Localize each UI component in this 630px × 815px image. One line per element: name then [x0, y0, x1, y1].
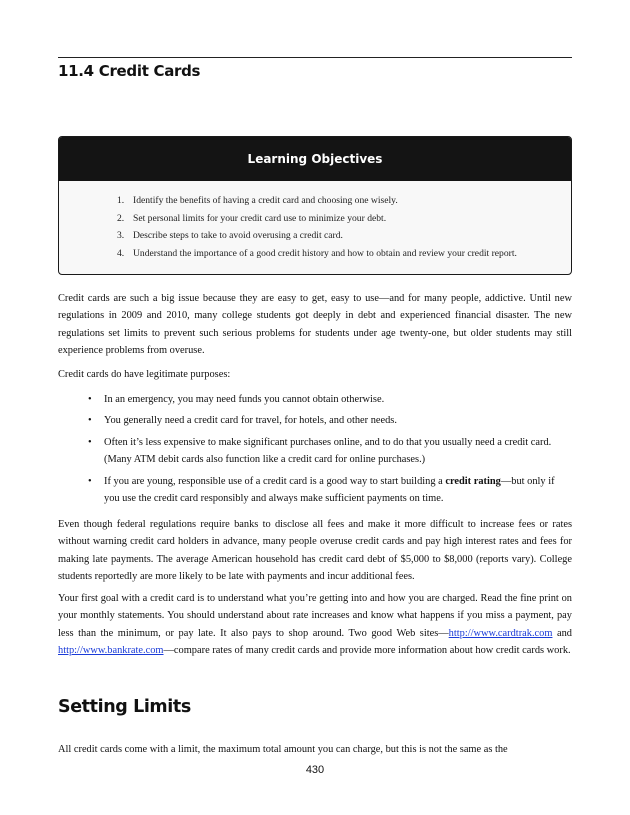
objective-number: 3. — [117, 230, 125, 241]
paragraph-text: —compare rates of many credit cards and provide more information about how credit cards work. — [163, 645, 571, 657]
objective-number: 4. — [117, 247, 125, 259]
paragraph-text: Your first goal with a credit card is to understand what you’re getting into and how you are charged. Read the fine print on your monthly statements. You should understand about rate increases and know what happens if you miss a payment, pay less than the minimum, or pay late. It also pays to shop around. Two good Web sites— — [58, 593, 572, 639]
purposes-bullet-list — [86, 391, 572, 511]
regulations-paragraph: Even though federal regulations require banks to disclose all fees and make it more difficult to increase fees or rates without warning credit card holders in advance, many people overuse credit cards and pay high interest rates and fees for making late payments. The average American household has credit card debt of $5,000 to $8,000 (reports vary). College students reportedly are more likely to be late with payments and incur additional fees. — [58, 519, 572, 583]
limits-paragraph: All credit cards come with a limit, the maximum total amount you can charge, but this is not the same as the — [58, 744, 508, 755]
learning-objectives-heading: Learning Objectives — [59, 137, 571, 181]
objective-item — [117, 192, 571, 210]
bankrate-link[interactable]: http://www.bankrate.com — [58, 645, 164, 657]
objectives-list — [59, 192, 571, 262]
first-goal-paragraph — [58, 590, 572, 660]
objective-text: Understand the importance of a good credit history and how to obtain and review your credit report. — [133, 247, 517, 259]
cardtrak-link[interactable]: http://www.cardtrak.com — [448, 627, 553, 639]
section-title: 11.4 Credit Cards — [58, 62, 201, 80]
learning-objectives-box — [58, 136, 572, 275]
objective-text: Describe steps to take to avoid overusing a credit card. — [133, 230, 343, 241]
bullet-item: • You generally need a credit card for travel, for hotels, and other needs. — [86, 412, 572, 429]
purposes-lead-paragraph: Credit cards do have legitimate purposes: — [58, 369, 231, 380]
page-number: 430 — [305, 764, 325, 776]
credit-rating-term: credit rating — [445, 475, 501, 487]
bullet-item: • Often it’s less expensive to make significant purchases online, and to do that you usually need a credit card. (Many ATM debit cards also function like a credit card for online purchases.) — [86, 434, 572, 469]
setting-limits-heading: Setting Limits — [58, 697, 191, 717]
objective-item — [117, 227, 571, 245]
header-rule — [58, 57, 572, 58]
bullet-text: —but only if you use the credit card responsibly and always make sufficient payments on time. — [104, 475, 555, 505]
objective-number: 2. — [117, 212, 125, 224]
objective-text: Identify the benefits of having a credit card and choosing one wisely. — [133, 195, 398, 206]
objective-item — [117, 210, 571, 228]
objective-number: 1. — [117, 195, 125, 206]
objective-item — [117, 245, 571, 263]
paragraph-text: and — [552, 627, 572, 639]
bullet-text: If you are young, responsible use of a credit card is a good way to start building a — [104, 475, 446, 487]
bullet-item: • In an emergency, you may need funds you cannot obtain otherwise. — [86, 391, 572, 408]
document-page — [58, 0, 572, 815]
objective-text: Set personal limits for your credit card use to minimize your debt. — [133, 212, 387, 224]
intro-paragraph: Credit cards are such a big issue because they are easy to get, easy to use—and for many people, addictive. Until new regulations in 2009 and 2010, many college students got deeply in debt and experienced financial disaster. The new regulations set limits to prevent such serious problems for students under age twenty-one, but older students may still experience problems from overuse. — [58, 293, 572, 357]
bullet-item — [86, 473, 572, 508]
